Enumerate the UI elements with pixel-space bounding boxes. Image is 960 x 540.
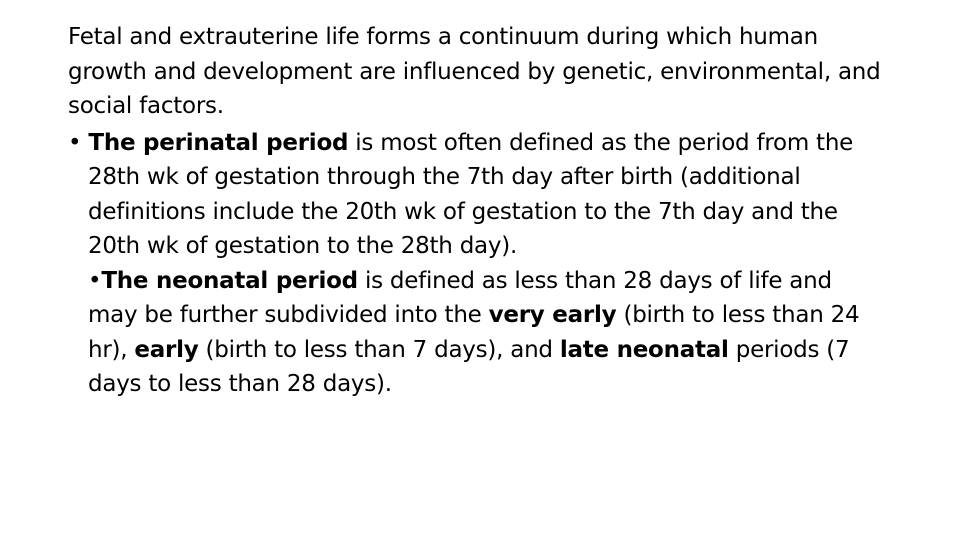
term-perinatal-period: The perinatal period: [88, 129, 349, 156]
term-late-neonatal: late neonatal: [559, 336, 729, 363]
term-very-early: very early: [488, 302, 617, 328]
neonatal-definition-b: (birth to less than 24 hr),: [88, 302, 860, 363]
term-early: early: [134, 336, 199, 363]
neonatal-definition-a: is defined as less than 28 days of life and may be further subdivided into the: [88, 267, 832, 328]
term-neonatal-period: The neonatal period: [101, 267, 358, 294]
bullet-perinatal-period: [68, 126, 888, 402]
slide-text-body: [68, 20, 888, 402]
bullet-marker: •: [68, 129, 89, 156]
neonatal-definition-d: periods (7 days to less than 28 days).: [88, 336, 850, 397]
bullet-marker: •: [88, 267, 102, 294]
perinatal-definition: is most often defined as the period from the 28th wk of gestation through the 7th day after birth (additional definitions include the 20th wk of gestation to the 7th day and the 20th wk of gestation to the 28th day).: [88, 129, 854, 259]
intro-paragraph: Fetal and extrauterine life forms a continuum during which human growth and development are influenced by genetic, environmental, and social factors.: [68, 24, 881, 119]
neonatal-definition-c: (birth to less than 7 days), and: [198, 336, 560, 363]
